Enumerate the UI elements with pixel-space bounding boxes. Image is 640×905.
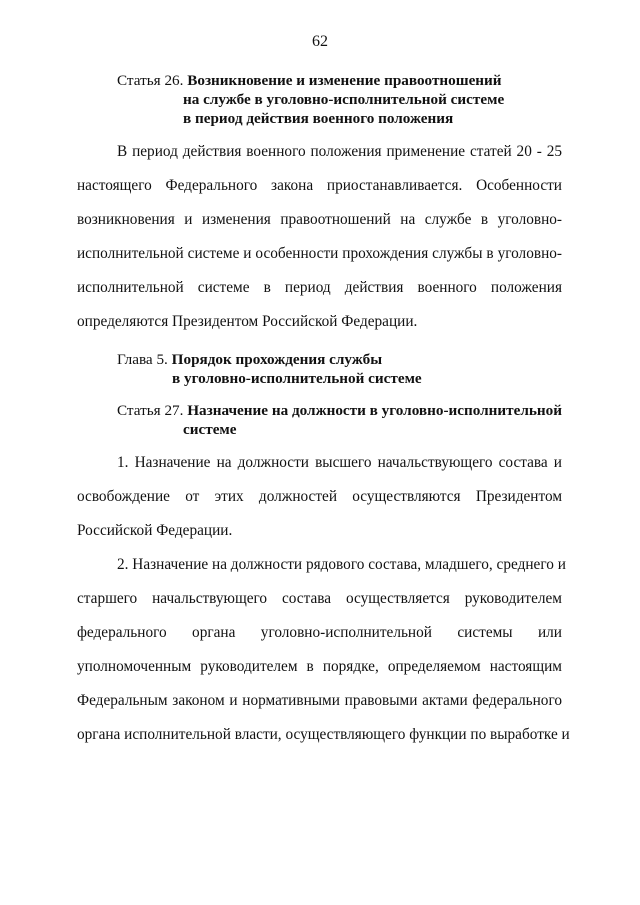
article-27-label: Статья 27.: [117, 402, 184, 419]
article-27-heading: [117, 401, 562, 439]
paragraph-line: Федеральным законом и нормативными правовыми актами федерального: [77, 692, 562, 709]
paragraph-line: возникновения и изменения правоотношений на службе в уголовно-: [77, 211, 562, 228]
paragraph-line: определяются Президентом Российской Федерации.: [77, 313, 418, 330]
article-27-paragraph-1: [77, 446, 562, 548]
article-26-heading: [117, 71, 504, 128]
paragraph-line: органа исполнительной власти, осуществляющего функции по выработке и: [77, 726, 570, 743]
paragraph-line: Российской Федерации.: [77, 522, 233, 539]
paragraph-line: 2. Назначение на должности рядового состава, младшего, среднего и: [117, 556, 566, 573]
article-26-title-line-2: на службе в уголовно-исполнительной системе: [183, 91, 505, 108]
article-26-title-line-1: Возникновение и изменение правоотношений: [187, 72, 502, 89]
article-27-title-line-2: системе: [183, 421, 237, 438]
page-number: 62: [312, 33, 328, 50]
chapter-5-title-line-1: Порядок прохождения службы: [171, 351, 383, 368]
paragraph-line: старшего начальствующего состава осуществляется руководителем: [77, 590, 562, 607]
chapter-5-heading: [117, 350, 422, 388]
article-26-label: Статья 26.: [117, 72, 184, 89]
article-27-title-line-1: Назначение на должности в уголовно-исполнительной: [187, 402, 563, 419]
paragraph-line: исполнительной системе в период действия военного положения: [77, 279, 562, 296]
paragraph-line: 1. Назначение на должности высшего начальствующего состава и: [117, 454, 562, 471]
paragraph-line: исполнительной системе и особенности прохождения службы в уголовно-: [77, 245, 562, 262]
paragraph-line: уполномоченным руководителем в порядке, определяемом настоящим: [77, 658, 562, 675]
article-26-paragraph: [77, 135, 562, 339]
article-27-paragraph-2: [77, 548, 570, 752]
chapter-5-title-line-2: в уголовно-исполнительной системе: [172, 370, 422, 387]
paragraph-line: настоящего Федерального закона приостанавливается. Особенности: [77, 177, 562, 194]
paragraph-line: В период действия военного положения применение статей 20 - 25: [117, 143, 562, 160]
chapter-5-label: Глава 5.: [117, 351, 168, 368]
paragraph-line: федерального органа уголовно-исполнительной системы или: [77, 624, 562, 641]
article-26-title-line-3: в период действия военного положения: [183, 110, 454, 127]
paragraph-line: освобождение от этих должностей осуществляются Президентом: [77, 488, 562, 505]
